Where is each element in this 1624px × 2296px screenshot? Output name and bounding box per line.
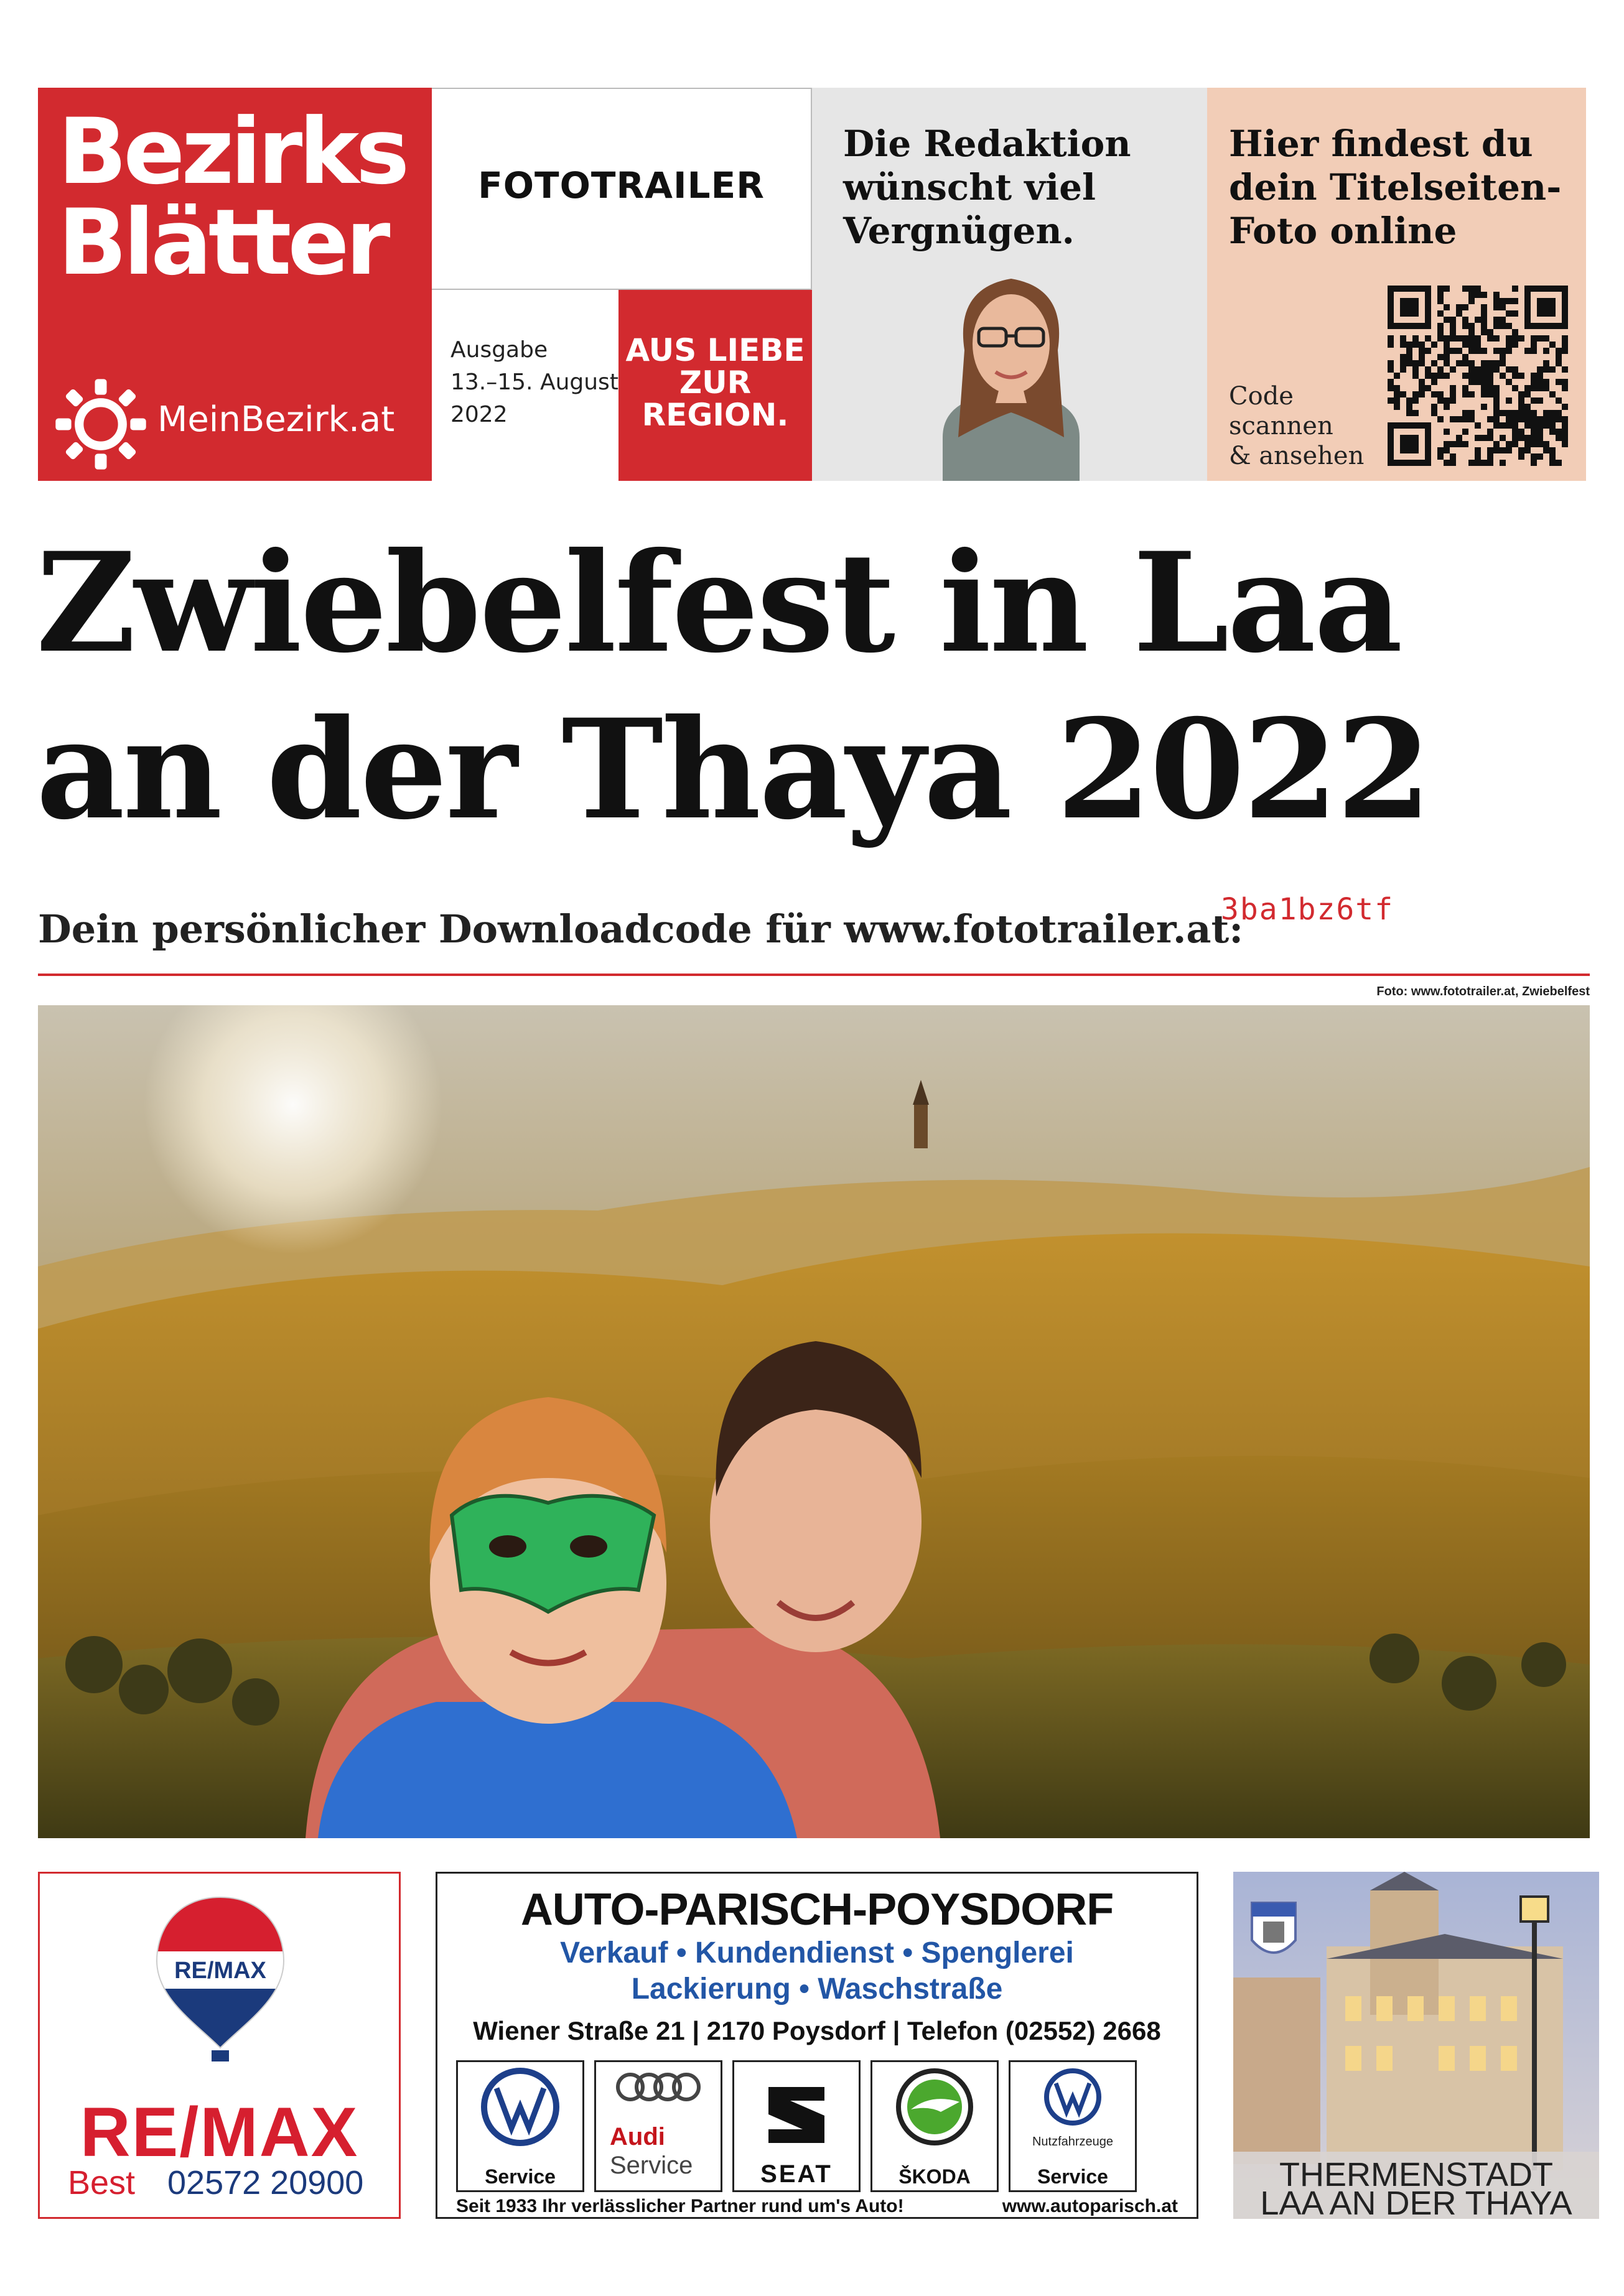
auto-title: AUTO-PARISCH-POYSDORF: [520, 1885, 1114, 1935]
remax-phone[interactable]: 02572 20900: [167, 2164, 364, 2201]
download-label: Dein persönlicher Downloadcode für www.fototrailer.at:: [38, 906, 1244, 952]
main-photo-image: [38, 1005, 1590, 1838]
brand-tile-audi: [594, 2060, 722, 2192]
headline-line1: Zwiebelfest in Laa: [36, 522, 1401, 683]
brand-tile-vw-nfz: [1009, 2060, 1137, 2192]
auto-services-line2: Lackierung • Waschstraße: [631, 1973, 1003, 2006]
brand-line1: Bezirks: [58, 99, 406, 205]
brand-line2: Blätter: [58, 190, 387, 295]
headline: [36, 519, 1604, 853]
slogan-line3: REGION.: [642, 397, 789, 433]
brand-tile-skoda: [870, 2060, 999, 2192]
photo-online-box: [1207, 88, 1586, 481]
slogan-line2: ZUR: [679, 365, 752, 401]
ad-thermenstadt[interactable]: [1233, 1872, 1599, 2219]
qr-code-icon[interactable]: [1388, 286, 1568, 466]
remax-balloon-text: RE/MAX: [174, 1958, 266, 1984]
auto-footer: [456, 2197, 1178, 2216]
auto-address: Wiener Straße 21 | 2170 Poysdorf | Telefon (02552) 2668: [473, 2016, 1161, 2045]
brand-sublabel-vw-nfz: Nutzfahrzeuge: [1032, 2135, 1114, 2149]
ad-auto-parisch[interactable]: [436, 1872, 1198, 2219]
online-line2: dein Titelseiten-: [1229, 166, 1562, 208]
editor-line2: wünscht viel: [843, 166, 1096, 208]
ad-remax[interactable]: [38, 1872, 401, 2219]
editor-portrait: [905, 251, 1117, 481]
auto-website-link[interactable]: www.autoparisch.at: [1002, 2196, 1178, 2216]
brand-tile-vw: [456, 2060, 584, 2192]
photo-credit: Foto: www.fototrailer.at, Zwiebelfest: [1376, 985, 1590, 998]
brand-tile-seat: [732, 2060, 861, 2192]
seat-logo-icon: [734, 2062, 859, 2162]
section-label-box: [432, 88, 812, 290]
brand-label-vw: Service: [485, 2165, 556, 2188]
scan-line2: scannen: [1229, 412, 1333, 440]
brand-label-vw-nfz: Service: [1037, 2165, 1108, 2188]
brand-label-skoda: ŠKODA: [898, 2165, 971, 2188]
slogan-box: [618, 290, 812, 481]
skoda-logo-icon: [872, 2062, 997, 2162]
meinbezirk-sun-icon: [52, 375, 150, 473]
vw-nfz-logo-icon: [1010, 2062, 1135, 2131]
issue-label: Ausgabe: [450, 337, 548, 363]
issue-box: [432, 290, 618, 481]
remax-balloon-icon: [152, 1892, 289, 2066]
issue-year: 2022: [450, 402, 508, 427]
brand-site[interactable]: MeinBezirk.at: [157, 399, 395, 440]
laa-coat-of-arms-icon: [1252, 1903, 1295, 1953]
audi-label: Audi: [610, 2123, 665, 2150]
online-line3: Foto online: [1229, 210, 1457, 252]
divider: [38, 974, 1590, 976]
scan-line1: Code: [1229, 382, 1294, 411]
main-photo: [38, 1005, 1590, 1838]
download-code[interactable]: 3ba1bz6tf: [1221, 892, 1394, 927]
auto-footer-tagline: Seit 1933 Ihr verlässlicher Partner rund um's Auto!: [456, 2196, 904, 2216]
section-label: FOTOTRAILER: [478, 164, 765, 207]
editor-box: [812, 88, 1207, 481]
brand-box[interactable]: [38, 88, 432, 481]
audi-rings-icon: [596, 2062, 721, 2118]
editor-line1: Die Redaktion: [843, 123, 1131, 165]
headline-line2: an der Thaya 2022: [36, 689, 1430, 850]
issue-dates: 13.–15. August: [450, 369, 618, 395]
editor-line3: Vergnügen.: [843, 210, 1075, 252]
online-line1: Hier findest du: [1229, 123, 1533, 165]
remax-logo: RE/MAX: [80, 2093, 359, 2171]
slogan-line1: AUS LIEBE: [625, 332, 805, 368]
brand-label-seat: SEAT: [760, 2160, 833, 2188]
laa-caption-line1: THERMENSTADT: [1279, 2156, 1553, 2193]
laa-caption-line2: LAA AN DER THAYA: [1260, 2185, 1572, 2219]
scan-line3: & ansehen: [1229, 442, 1365, 470]
auto-services-line1: Verkauf • Kundendienst • Spenglerei: [560, 1936, 1074, 1969]
remax-office: Best: [68, 2164, 136, 2201]
vw-logo-icon: [458, 2062, 582, 2162]
audi-service-label: Service: [610, 2152, 693, 2179]
